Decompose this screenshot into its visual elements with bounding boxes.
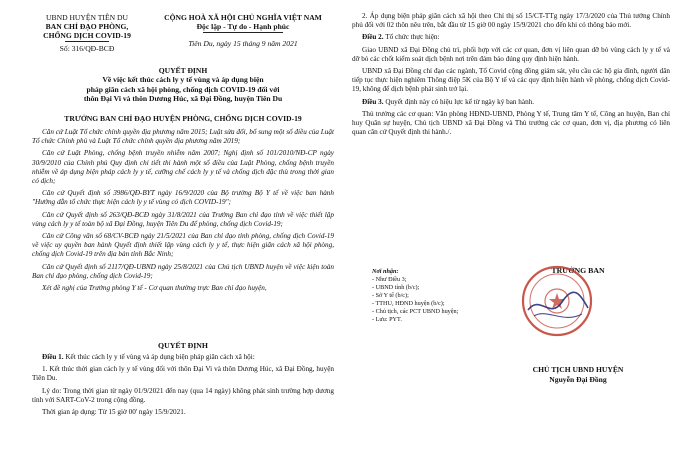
official-stamp [520, 264, 594, 338]
title-kind: QUYẾT ĐỊNH [158, 66, 208, 75]
article-3-text: Quyết định này có hiệu lực kể từ ngày ký ban hành. [383, 97, 535, 106]
legal-basis: Căn cứ Luật Phòng, chống bệnh truyền nhiễm năm 2007; Nghị định số 101/2010/NĐ-CP ngày 30/9/2010 của Chính phủ Quy định chi tiết thi hành một số điều của Luật Phòng, chống bệnh truyền nhiễm về áp dụng biện pháp cách ly y tế, cưỡng chế cách ly y tế và chống dịch đặc thù trong thời gian có dịch; [32, 149, 334, 186]
article-1 [32, 353, 334, 417]
decision-heading: QUYẾT ĐỊNH [158, 341, 208, 350]
legal-basis: Xét đề nghị của Trưởng phòng Y tế - Cơ quan thường trực Ban chỉ đạo huyện, [42, 284, 267, 293]
article-3-para-1: Thủ trưởng các cơ quan: Văn phòng HĐND-UBND, Phòng Y tế, Trung tâm Y tế, Công an huyện, Ban chỉ huy Quân sự huyện, Chủ tịch UBND xã Đại Đồng và Thủ trưởng các cơ quan, đơn vị, địa phương có liên quan căn cứ Quyết định thi hành./. [352, 109, 670, 137]
issuing-authority-block [32, 13, 142, 53]
legal-bases [32, 128, 334, 293]
recipient-item: - UBND tỉnh (b/c); [372, 284, 420, 291]
recipient-item: - TTHU, HĐND huyện (b/c); [372, 300, 445, 307]
title-line-3: thôn Đại Vi và thôn Dương Húc, xã Đại Đồng, huyện Tiên Du [83, 94, 283, 104]
article-1-item-1: 1. Kết thúc thời gian cách ly y tế vùng đối với thôn Đại Vi và thôn Dương Húc, xã Đại Đồng, huyện Tiên Du. [32, 365, 334, 383]
legal-basis: Căn cứ Công văn số 68/CV-BCĐ ngày 21/5/2021 của Ban chỉ đạo tỉnh phòng, chống dịch Covid-19 về việc uy quyền ban hành Quyết định thiết lập vùng cách ly y tế, thực hiện giãn cách xã hội phòng, chống dịch Covid-19 trên địa bàn tỉnh Bắc Ninh; [32, 232, 334, 259]
divider [65, 41, 109, 42]
legal-basis: Căn cứ Quyết định số 263/QĐ-BCĐ ngày 31/8/2021 của Trưởng Ban chỉ đạo tỉnh về việc thiết lập vùng cách ly y tế toàn bộ xã Đại Đồng, huyện Tiên Du để phòng, chống dịch Covid-19; [32, 210, 334, 228]
board-name: BAN CHỈ ĐẠO PHÒNG, [45, 22, 129, 31]
article-1-text: Kết thúc cách ly y tế vùng và áp dụng biện pháp giãn cách xã hội: [63, 353, 255, 361]
recipient-item: - Lưu: PYT. [372, 316, 402, 323]
article-2-text: Tổ chức thực hiện: [383, 33, 440, 42]
document-number: Số: 316/QĐ-BCĐ [59, 44, 115, 53]
signer-role: TRƯỞNG BAN [551, 266, 605, 275]
left-column [32, 0, 334, 455]
nation-title: CỘNG HOÀ XÃ HỘI CHỦ NGHĨA VIỆT NAM [164, 13, 322, 22]
board-name-2: CHỐNG DỊCH COVID-19 [43, 31, 131, 40]
recipient-item: - Sở Y tế (b/c); [372, 292, 409, 299]
legal-basis: Căn cứ Quyết định số 2117/QĐ-UBND ngày 25/8/2021 của Chủ tịch UBND huyện về việc kiện toàn Ban chỉ đạo phòng, chống dịch Covid-19; [32, 262, 334, 280]
article-3-label: Điều 3. [362, 97, 384, 106]
recipients-heading: Nơi nhận: [372, 268, 399, 275]
issue-date: Tiên Du, ngày 15 tháng 9 năm 2021 [188, 39, 298, 48]
right-column [352, 0, 670, 455]
org-name: UBND HUYỆN TIÊN DU [46, 13, 128, 22]
signer-block [508, 365, 648, 384]
article-2-label: Điều 2. [362, 33, 384, 42]
article-1-reason: Lý do: Trong thời gian từ ngày 01/9/2021 đến nay (qua 14 ngày) không phát sinh trường hợp dương tính với SART-CoV-2 trong cộng đồng. [32, 386, 334, 404]
divider [203, 32, 283, 33]
recipient-item: - Như Điều 3; [372, 276, 407, 283]
title-line-1: Về việc kết thúc cách ly y tế vùng và áp dụng biện [102, 75, 264, 85]
article-1-label: Điều 1. [42, 353, 64, 361]
legal-basis: Căn cứ Quyết định số 3986/QĐ-BYT ngày 16/9/2020 của Bộ trưởng Bộ Y tế về việc ban hành "Hướng dẫn tổ chức thực hiện cách ly y tế vùng có dịch COVID-19"; [32, 189, 334, 207]
signer-name: Nguyễn Đại Đồng [549, 374, 607, 384]
signer-title: CHỦ TỊCH UBND HUYỆN [532, 365, 624, 374]
title-block [32, 66, 334, 104]
article-1-period: Thời gian áp dụng: Từ 15 giờ 00' ngày 15/9/2021. [42, 408, 186, 417]
article-2-para-2: UBND xã Đại Đồng chỉ đạo các ngành, Tổ Covid cộng đồng giám sát, yêu cầu các hộ gia đình, người dân tiếp tục thực hiện nghiêm Thông điệp 5K của Bộ Y tế và các quy định hiện hành về phòng, chống dịch Covid-19, không để dịch bệnh phát sinh trở lại. [352, 67, 670, 94]
article-2-block [352, 12, 670, 137]
authority-line: TRƯỞNG BAN CHỈ ĐẠO HUYỆN PHÒNG, CHỐNG DỊCH COVID-19 [64, 114, 302, 123]
motto: Độc lập - Tự do - Hạnh phúc [196, 22, 290, 31]
legal-basis: Căn cứ Luật Tổ chức chính quyền địa phương năm 2015; Luật sửa đổi, bổ sung một số điều của Luật Tổ chức Chính phủ và Luật Tổ chức chính quyền địa phương năm 2019; [32, 128, 334, 146]
article-1-item-2: 2. Áp dụng biện pháp giãn cách xã hội theo Chỉ thị số 15/CT-TTg ngày 17/3/2020 của Thủ tướng Chính phủ đối với 02 thôn nêu trên, bắt đầu từ 15 giờ 00 ngày 15/9/2021 cho đến khi có thông báo mới. [352, 12, 670, 30]
recipient-item: - Chủ tịch, các PCT UBND huyện; [372, 308, 459, 315]
national-header [150, 13, 336, 48]
recipients [372, 268, 492, 324]
title-line-2: pháp giãn cách xã hội phòng, chống dịch COVID-19 đối với [86, 84, 280, 94]
article-2-para-1: Giao UBND xã Đại Đồng chủ trì, phối hợp với các cơ quan, đơn vị liên quan dỡ bỏ vùng cách ly y tế và dỡ bỏ các chốt kiểm soát dịch bệnh nơi trên đảm bảo đúng quy định hiện hành. [352, 45, 670, 63]
